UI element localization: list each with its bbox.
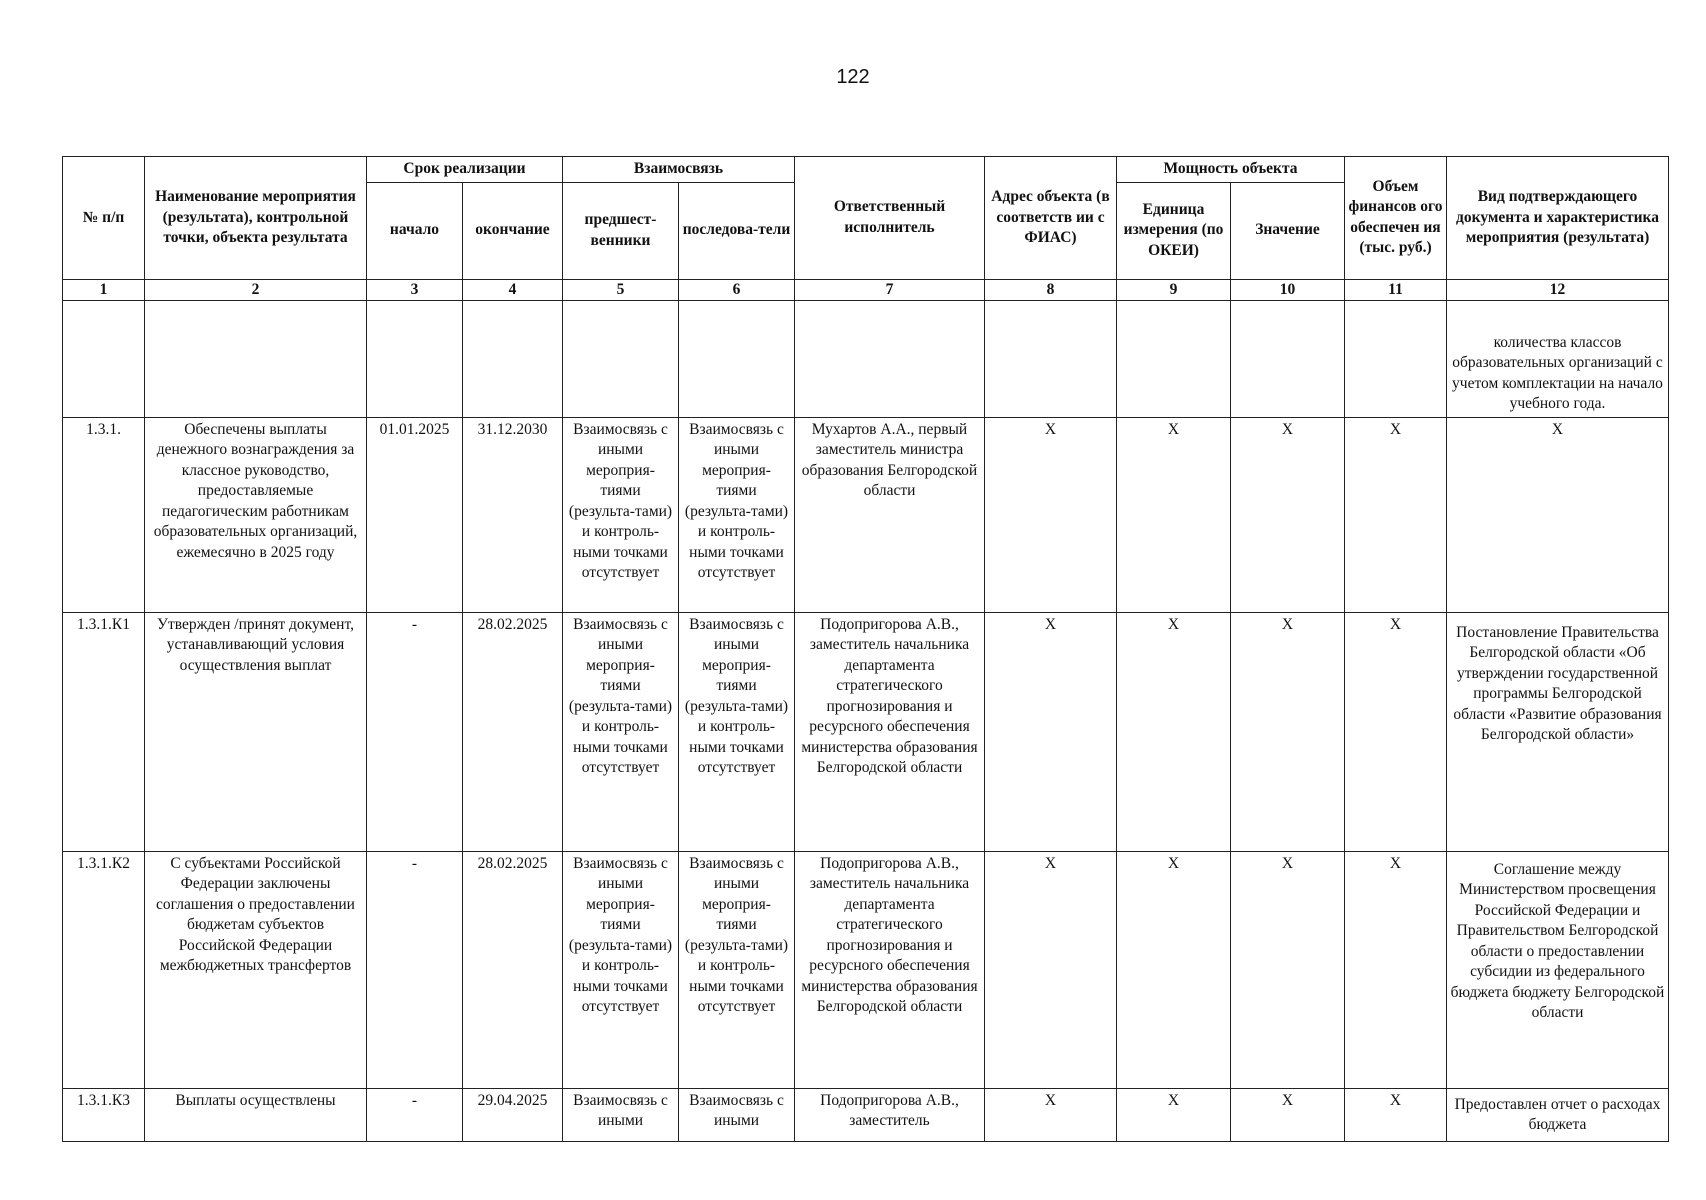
cell-empty	[63, 300, 145, 417]
cell-num: 1.3.1.К3	[63, 1088, 145, 1141]
header-name: Наименование мероприятия (результата), контрольной точки, объекта результата	[145, 157, 367, 280]
header-link-group: Взаимосвязь	[563, 157, 795, 183]
column-number: 3	[367, 279, 463, 300]
cell-empty	[679, 300, 795, 417]
cell-name: С субъектами Российской Федерации заключены соглашения о предоставлении бюджетам субъектов Российской Федерации межбюджетных трансфертов	[145, 851, 367, 1088]
cell-successors: Взаимосвязь с иными мероприя-тиями (результа-тами) и контроль-ными точками отсутствует	[679, 851, 795, 1088]
column-number: 10	[1231, 279, 1345, 300]
header-capacity-group: Мощность объекта	[1117, 157, 1345, 183]
cell-name: Выплаты осуществлены	[145, 1088, 367, 1141]
cell-unit: X	[1117, 851, 1231, 1088]
cell-responsible: Подопригорова А.В., заместитель начальника департамента стратегического прогнозирования и ресурсного обеспечения министерства образования Белгородской области	[795, 612, 985, 851]
column-number: 4	[463, 279, 563, 300]
column-number: 7	[795, 279, 985, 300]
header-term-group: Срок реализации	[367, 157, 563, 183]
cell-empty	[563, 300, 679, 417]
cell-empty	[1345, 300, 1447, 417]
cell-empty	[145, 300, 367, 417]
cell-start: -	[367, 1088, 463, 1141]
column-number-row	[63, 279, 1669, 300]
cell-value: X	[1231, 612, 1345, 851]
cell-empty	[1231, 300, 1345, 417]
cell-num: 1.3.1.К2	[63, 851, 145, 1088]
column-number: 12	[1447, 279, 1669, 300]
column-number: 1	[63, 279, 145, 300]
cell-address: X	[985, 851, 1117, 1088]
cell-empty	[795, 300, 985, 417]
table-row	[63, 417, 1669, 612]
cell-predecessors: Взаимосвязь с иными мероприя-тиями (результа-тами) и контроль-ными точками отсутствует	[563, 851, 679, 1088]
cell-unit: X	[1117, 1088, 1231, 1141]
header-num: № п/п	[63, 157, 145, 280]
header-successors: последова-тели	[679, 182, 795, 279]
cell-value: X	[1231, 851, 1345, 1088]
cell-successors: Взаимосвязь с иными мероприя-тиями (результа-тами) и контроль-ными точками отсутствует	[679, 612, 795, 851]
cell-unit: X	[1117, 612, 1231, 851]
cell-num: 1.3.1.К1	[63, 612, 145, 851]
header-unit: Единица измерения (по ОКЕИ)	[1117, 182, 1231, 279]
cell-empty	[367, 300, 463, 417]
column-number: 6	[679, 279, 795, 300]
cell-empty	[1117, 300, 1231, 417]
cell-responsible: Мухартов А.А., первый заместитель министра образования Белгородской области	[795, 417, 985, 612]
column-number: 8	[985, 279, 1117, 300]
header-finance: Объем финансов ого обеспечен ия (тыс. руб.)	[1345, 157, 1447, 280]
cell-end: 31.12.2030	[463, 417, 563, 612]
column-number: 5	[563, 279, 679, 300]
cell-predecessors: Взаимосвязь с иными мероприя-тиями (результа-тами) и контроль-ными точками отсутствует	[563, 417, 679, 612]
cell-finance: X	[1345, 612, 1447, 851]
cell-finance: X	[1345, 1088, 1447, 1141]
header-responsible: Ответственный исполнитель	[795, 157, 985, 280]
cell-responsible: Подопригорова А.В., заместитель начальника департамента стратегического прогнозирования и ресурсного обеспечения министерства образования Белгородской области	[795, 851, 985, 1088]
header-predecessors: предшест-венники	[563, 182, 679, 279]
header-start: начало	[367, 182, 463, 279]
cell-value: X	[1231, 1088, 1345, 1141]
cell-end: 29.04.2025	[463, 1088, 563, 1141]
plan-table	[62, 156, 1669, 1142]
cell-num: 1.3.1.	[63, 417, 145, 612]
cell-name: Обеспечены выплаты денежного вознаграждения за классное руководство, предоставляемые педагогическим работникам образовательных организаций, ежемесячно в 2025 году	[145, 417, 367, 612]
cell-predecessors: Взаимосвязь с иными	[563, 1088, 679, 1141]
cell-address: X	[985, 1088, 1117, 1141]
column-number: 11	[1345, 279, 1447, 300]
cell-document: Соглашение между Министерством просвещения Российской Федерации и Правительством Белгородской области о предоставлении субсидии из федерального бюджета бюджету Белгородской области	[1447, 851, 1669, 1088]
cell-address: X	[985, 612, 1117, 851]
cell-document: X	[1447, 417, 1669, 612]
cell-unit: X	[1117, 417, 1231, 612]
cell-responsible: Подопригорова А.В., заместитель	[795, 1088, 985, 1141]
header-address: Адрес объекта (в соответств ии с ФИАС)	[985, 157, 1117, 280]
cell-start: -	[367, 851, 463, 1088]
cell-start: -	[367, 612, 463, 851]
cell-finance: X	[1345, 417, 1447, 612]
header-end: окончание	[463, 182, 563, 279]
header-value: Значение	[1231, 182, 1345, 279]
cell-end: 28.02.2025	[463, 612, 563, 851]
cell-value: X	[1231, 417, 1345, 612]
column-number: 2	[145, 279, 367, 300]
table-row	[63, 851, 1669, 1088]
cell-name: Утвержден /принят документ, устанавливающий условия осуществления выплат	[145, 612, 367, 851]
cell-document: количества классов образовательных организаций с учетом комплектации на начало учебного года.	[1447, 300, 1669, 417]
cell-address: X	[985, 417, 1117, 612]
header-document: Вид подтверждающего документа и характеристика мероприятия (результата)	[1447, 157, 1669, 280]
table-row-continuation	[63, 300, 1669, 417]
cell-finance: X	[1345, 851, 1447, 1088]
table-row	[63, 1088, 1669, 1141]
cell-empty	[985, 300, 1117, 417]
column-number: 9	[1117, 279, 1231, 300]
cell-document: Постановление Правительства Белгородской области «Об утверждении государственной программы Белгородской области «Развитие образования Белгородской области»	[1447, 612, 1669, 851]
cell-start: 01.01.2025	[367, 417, 463, 612]
cell-empty	[463, 300, 563, 417]
page-number: 122	[836, 66, 870, 88]
cell-successors: Взаимосвязь с иными	[679, 1088, 795, 1141]
header-row-1	[63, 157, 1669, 183]
cell-end: 28.02.2025	[463, 851, 563, 1088]
cell-predecessors: Взаимосвязь с иными мероприя-тиями (результа-тами) и контроль-ными точками отсутствует	[563, 612, 679, 851]
cell-successors: Взаимосвязь с иными мероприя-тиями (результа-тами) и контроль-ными точками отсутствует	[679, 417, 795, 612]
cell-document: Предоставлен отчет о расходах бюджета	[1447, 1088, 1669, 1141]
table-row	[63, 612, 1669, 851]
